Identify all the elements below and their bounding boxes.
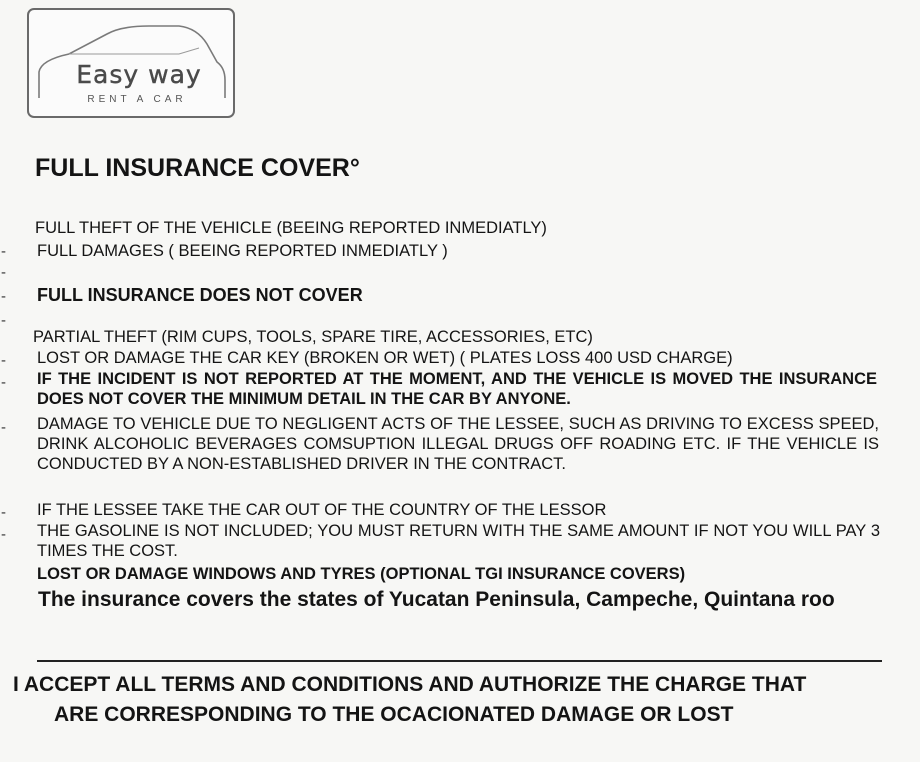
acceptance-statement <box>13 670 893 730</box>
section-heading: FULL INSURANCE DOES NOT COVER <box>37 285 363 305</box>
bullet-marker: - <box>1 243 6 260</box>
signature-divider <box>37 660 882 662</box>
covered-item: FULL THEFT OF THE VEHICLE (BEEING REPORTED INMEDIATLY) <box>35 219 547 237</box>
exclusion-item: IF THE LESSEE TAKE THE CAR OUT OF THE COUNTRY OF THE LESSOR <box>37 501 607 519</box>
exclusion-item: LOST OR DAMAGE WINDOWS AND TYRES (OPTIONAL TGI INSURANCE COVERS) <box>37 565 686 583</box>
bullet-marker: - <box>1 264 6 281</box>
exclusion-item: DAMAGE TO VEHICLE DUE TO NEGLIGENT ACTS OF THE LESSEE, SUCH AS DRIVING TO EXCESS SPEED, DRINK ALCOHOLIC BEVERAGES COMSUPTION ILLEGAL DRUGS OFF ROADING ETC. IF THE VEHICLE IS CONDUCTED BY A NON-ESTABLISHED DRIVER IN THE CONTRACT. <box>37 415 879 473</box>
company-logo <box>27 8 235 118</box>
bullet-marker: - <box>1 352 6 369</box>
acceptance-line-1: I ACCEPT ALL TERMS AND CONDITIONS AND AUTHORIZE THE CHARGE THAT <box>13 673 807 696</box>
acceptance-line-2: ARE CORRESPONDING TO THE OCACIONATED DAMAGE OR LOST <box>54 703 734 726</box>
logo-title: Easy way <box>76 60 202 89</box>
bullet-marker: - <box>1 374 6 391</box>
bullet-marker: - <box>1 526 6 543</box>
exclusion-item: LOST OR DAMAGE THE CAR KEY (BROKEN OR WET) ( PLATES LOSS 400 USD CHARGE) <box>37 349 733 367</box>
covered-item: FULL DAMAGES ( BEEING REPORTED INMEDIATLY ) <box>37 242 448 260</box>
exclusion-item: IF THE INCIDENT IS NOT REPORTED AT THE MOMENT, AND THE VEHICLE IS MOVED THE INSURANCE DOES NOT COVER THE MINIMUM DETAIL IN THE CAR BY ANYONE. <box>37 370 877 408</box>
exclusion-item: THE GASOLINE IS NOT INCLUDED; YOU MUST RETURN WITH THE SAME AMOUNT IF NOT YOU WILL PAY 3 TIMES THE COST. <box>37 522 880 560</box>
bullet-marker: - <box>1 288 6 305</box>
bullet-marker: - <box>1 504 6 521</box>
logo-subtitle: RENT A CAR <box>87 94 187 105</box>
bullet-marker: - <box>1 419 6 436</box>
coverage-states-note: The insurance covers the states of Yucatan Peninsula, Campeche, Quintana roo <box>38 588 835 611</box>
bullet-marker: - <box>1 312 6 329</box>
exclusion-item: PARTIAL THEFT (RIM CUPS, TOOLS, SPARE TIRE, ACCESSORIES, ETC) <box>33 328 593 346</box>
page-title: FULL INSURANCE COVER° <box>35 154 360 182</box>
